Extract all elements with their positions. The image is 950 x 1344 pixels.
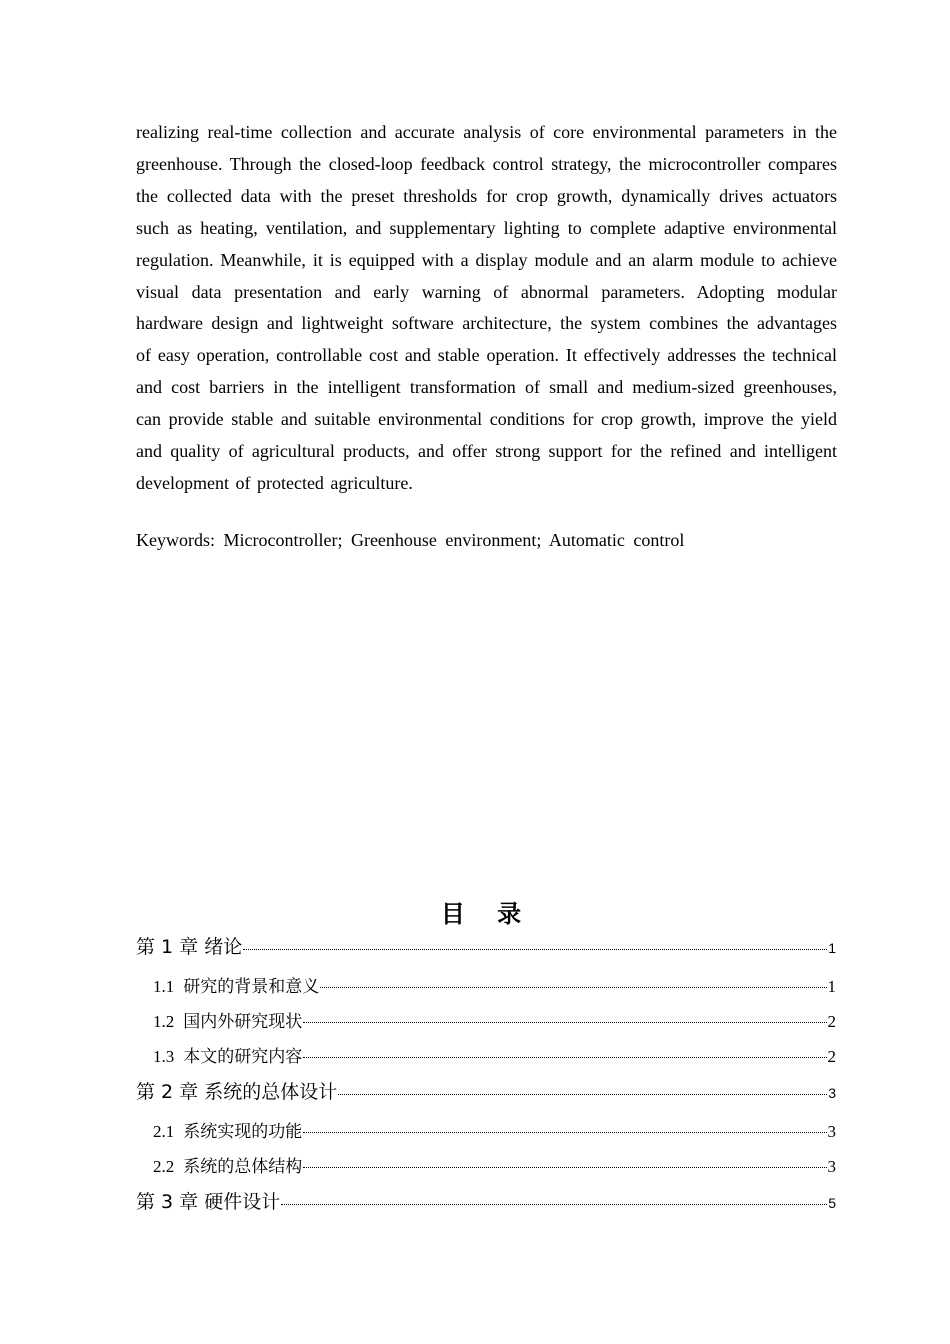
toc-page-number: 1: [827, 977, 836, 996]
toc-dot-leader: [303, 1057, 826, 1058]
toc-dot-leader: [303, 1022, 826, 1023]
toc-page-number: 3: [827, 1157, 836, 1176]
toc-section-2-1[interactable]: [153, 1117, 836, 1143]
toc-section-1-1[interactable]: [153, 972, 836, 998]
toc-dot-leader: [338, 1094, 827, 1095]
toc-dot-leader: [320, 987, 826, 988]
toc-section-1-2[interactable]: [153, 1007, 836, 1033]
toc-page-number: 3: [828, 1085, 836, 1101]
toc-title: 目 录: [440, 900, 534, 928]
toc-section-number: 1.1: [153, 977, 175, 996]
toc-section-2-2[interactable]: [153, 1152, 836, 1178]
toc-chapter-2[interactable]: [136, 1077, 836, 1105]
toc-page-number: 5: [828, 1195, 836, 1211]
toc-page-number: 3: [827, 1122, 836, 1141]
toc-section-number: 1.3: [153, 1047, 175, 1066]
toc-page-number: 2: [827, 1047, 836, 1066]
toc-section-number: 2.1: [153, 1122, 175, 1141]
keywords-line: Keywords: Microcontroller; Greenhouse environment; Automatic control: [136, 530, 685, 550]
toc-section-label: 系统实现的功能: [183, 1122, 303, 1142]
toc-dot-leader: [303, 1132, 826, 1133]
abstract-body: [136, 117, 837, 500]
toc-section-label: 研究的背景和意义: [183, 977, 320, 997]
toc-dot-leader: [281, 1204, 827, 1205]
toc-chapter-label: 第 1 章 绪论: [136, 936, 243, 958]
toc-chapter-label: 第 2 章 系统的总体设计: [136, 1081, 338, 1103]
toc-page-number: 2: [827, 1012, 836, 1031]
toc-section-label: 国内外研究现状: [183, 1012, 303, 1032]
abstract-paragraph: realizing real-time collection and accurate analysis of core environmental parameters in the greenhouse. Through the closed-loop feedback control strategy, the microcontroller compares the collected data with the preset thresholds for crop growth, dynamically drives actuators such as heating, ventilation, and supplementary lighting to complete adaptive environmental regulation. Meanwhile, it is equipped with a display module and an alarm module to achieve visual data presentation and early warning of abnormal parameters. Adopting modular hardware design and lightweight software architecture, the system combines the advantages of easy operation, controllable cost and stable operation. It effectively addresses the technical and cost barriers in the intelligent transformation of small and medium-sized greenhouses, can provide stable and suitable environmental conditions for crop growth, improve the yield and quality of agricultural products, and offer strong support for the refined and intelligent development of protected agriculture.: [136, 122, 837, 493]
toc-dot-leader: [303, 1167, 826, 1168]
toc-dot-leader: [243, 949, 827, 950]
toc-section-label: 系统的总体结构: [183, 1157, 303, 1177]
toc-chapter-label: 第 3 章 硬件设计: [136, 1191, 281, 1213]
toc-page-number: 1: [828, 940, 836, 956]
toc-chapter-3[interactable]: [136, 1187, 836, 1215]
toc-section-number: 1.2: [153, 1012, 175, 1031]
toc-section-1-3[interactable]: [153, 1042, 836, 1068]
toc-section-label: 本文的研究内容: [183, 1047, 303, 1067]
toc-chapter-1[interactable]: [136, 932, 836, 960]
toc-section-number: 2.2: [153, 1157, 175, 1176]
